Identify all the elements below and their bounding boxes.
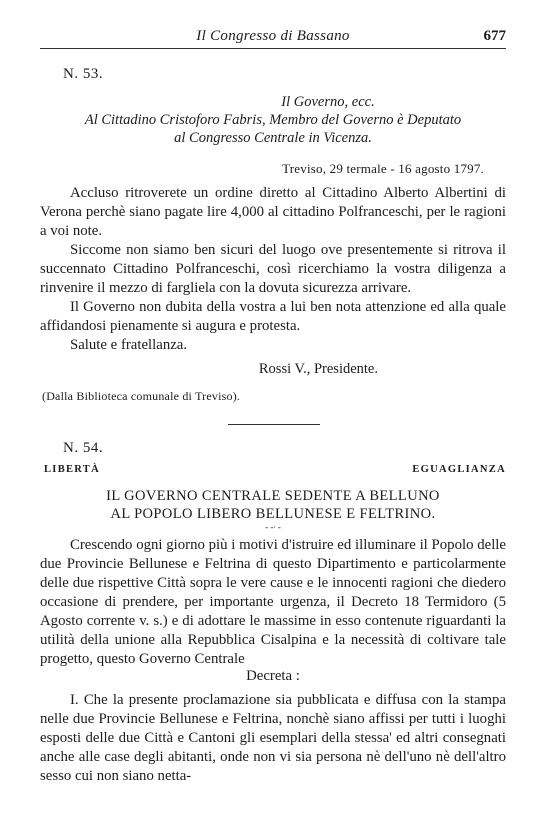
doc53-source: (Dalla Biblioteca comunale di Treviso). bbox=[42, 389, 241, 403]
running-title: Il Congresso di Bassano bbox=[196, 28, 350, 44]
section-divider bbox=[228, 424, 320, 425]
doc54-article1 bbox=[40, 691, 506, 786]
doc53-from: Il Governo, ecc. bbox=[281, 94, 375, 110]
doc54-intro bbox=[40, 536, 506, 669]
doc54-heading-line2: AL POPOLO LIBERO BELLUNESE E FELTRINO. bbox=[110, 506, 436, 522]
doc53-number: N. 53. bbox=[63, 66, 104, 82]
page-header bbox=[40, 28, 506, 48]
doc54-heading-line1: IL GOVERNO CENTRALE SEDENTE A BELLUNO bbox=[106, 488, 440, 504]
doc53-body bbox=[40, 184, 506, 355]
doc54-number: N. 54. bbox=[63, 440, 104, 456]
page-number: 677 bbox=[483, 28, 506, 44]
motto-eguaglianza: EGUAGLIANZA bbox=[412, 464, 506, 475]
heading-ornament: - -∙ - bbox=[265, 522, 281, 532]
doc53-date: Treviso, 29 termale - 16 agosto 1797. bbox=[282, 161, 484, 176]
doc53-addressee-line1: Al Cittadino Cristoforo Fabris, Membro del Governo è Deputato bbox=[84, 112, 462, 128]
paragraph: Accluso ritroverete un ordine diretto al Cittadino Alberto Albertini di Verona perchè siano pagate lire 4,000 al cittadino Polfranceschi, per le ragioni a voi note. bbox=[40, 185, 506, 239]
motto-liberta: LIBERTÀ bbox=[44, 464, 100, 475]
header-rule bbox=[40, 48, 506, 49]
paragraph: I. Che la presente proclamazione sia pubblicata e diffusa con la stampa nelle due Provincie Bellunese e Feltrina, nonchè siano affissi per tutti i luoghi esposti delle due Città e Cantoni gli esemplari della stessa' ed altri consegnati anche alle case degli abitanti, onde non vi sia persona nè dell'uno nè dell'altro sesso cui non siano netta- bbox=[40, 692, 506, 784]
paragraph: Il Governo non dubita della vostra a lui ben nota attenzione ed alla quale affidandosi pienamente si augura e protesta. bbox=[40, 299, 506, 334]
decreta-heading: Decreta : bbox=[246, 668, 300, 684]
doc53-signature: Rossi V., Presidente. bbox=[258, 361, 378, 377]
doc53-addressee-line2: al Congresso Centrale in Vicenza. bbox=[174, 130, 372, 146]
paragraph: Siccome non siamo ben sicuri del luogo ove presentemente si ritrova il succennato Cittadino Polfranceschi, così ricerchiamo la vostra diligenza a rinvenire il mezzo di fargliela con la dovuta sicurezza arrivare. bbox=[40, 242, 506, 296]
paragraph: Salute e fratellanza. bbox=[70, 337, 188, 353]
paragraph: Crescendo ogni giorno più i motivi d'istruire ed illuminare il Popolo delle due Provincie Bellunese e Feltrina di questo Dipartimento e particolarmente delle due rispettive Città sopra le vere cause e le innocenti ragioni che diedero occasione di prendere, per importante urgenza, il Decreto 18 Termidoro (5 Agosto corrente v. s.) e di adottare le massime in esso contenute riguardanti la utilità della unione alla Repubblica Cisalpina e la necessità di coltivare tale progetto, questo Governo Centrale bbox=[40, 537, 506, 667]
